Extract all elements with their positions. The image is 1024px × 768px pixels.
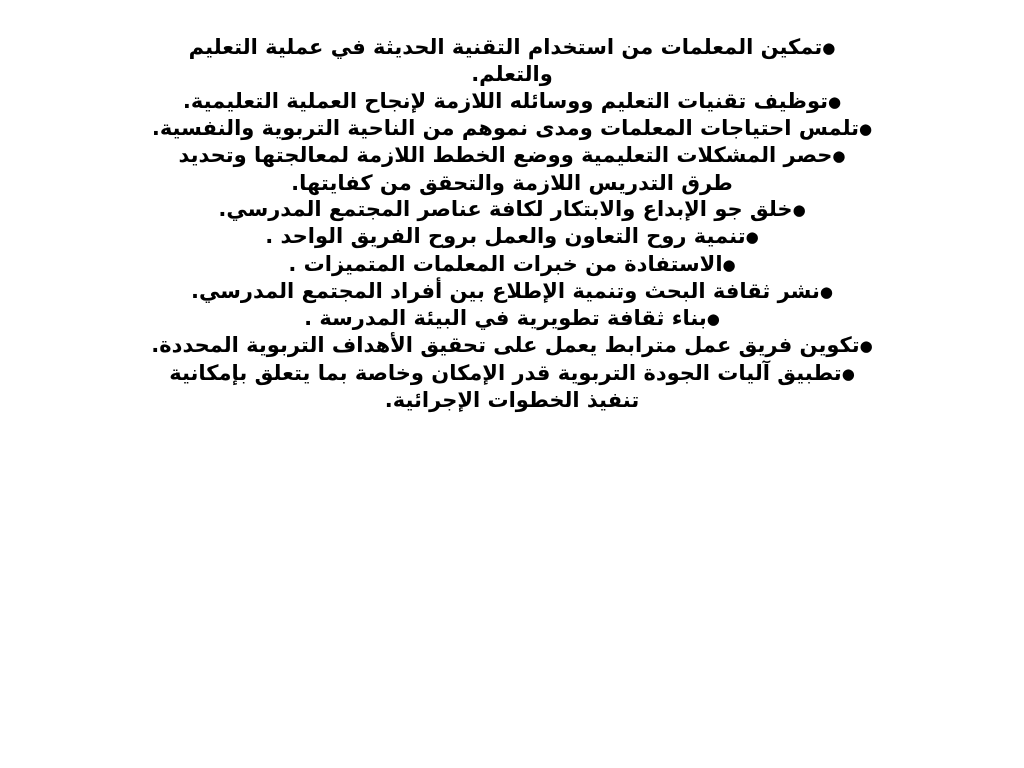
bullet-icon: ● (859, 119, 873, 138)
bullet-icon: ● (819, 282, 833, 301)
bullet-text: تمكين المعلمات من استخدام التقنية الحديثة في عملية التعليم والتعلم. (188, 35, 823, 87)
bullet-text: تنمية روح التعاون والعمل بروح الفريق الواحد . (265, 224, 746, 249)
bullet-item-11 (150, 360, 874, 414)
bullet-text: توظيف تقنيات التعليم ووسائله اللازمة لإنجاح العملية التعليمية. (182, 88, 829, 113)
bullet-text: تكوين فريق عمل مترابط يعمل على تحقيق الأهداف التربوية المحددة. (151, 333, 860, 358)
bullet-icon: ● (706, 309, 720, 328)
bullet-text: تطبيق آليات الجودة التربوية قدر الإمكان وخاصة بما يتعلق بإمكانية تنفيذ الخطوات الإجرائية. (169, 360, 842, 412)
bullet-icon: ● (792, 200, 806, 219)
bullet-item-6 (150, 223, 874, 250)
bullet-item-3 (150, 115, 874, 142)
bullet-item-5 (150, 196, 874, 223)
bullet-icon: ● (722, 255, 736, 274)
bullet-item-1 (150, 34, 874, 88)
bullet-icon: ● (828, 92, 842, 111)
bullet-item-4 (150, 142, 874, 196)
bullet-item-8 (150, 278, 874, 305)
bullet-text: الاستفادة من خبرات المعلمات المتميزات . (288, 251, 723, 276)
bullet-text: تلمس احتياجات المعلمات ومدى نموهم من الناحية التربوية والنفسية. (151, 116, 860, 140)
bullet-icon: ● (745, 228, 759, 246)
bullet-item-10 (150, 332, 874, 359)
bullet-icon: ● (822, 38, 836, 57)
bullet-item-9 (150, 305, 874, 332)
bullet-icon: ● (859, 337, 873, 355)
bullet-text: بناء ثقافة تطويرية في البيئة المدرسة . (304, 306, 707, 330)
bullet-icon: ● (841, 364, 855, 383)
bullet-item-2 (150, 88, 874, 115)
bullet-item-7 (150, 251, 874, 278)
bullet-text: نشر ثقافة البحث وتنمية الإطلاع بين أفراد المجتمع المدرسي. (191, 278, 820, 303)
bullet-text: حصر المشكلات التعليمية ووضع الخطط اللازمة لمعالجتها وتحديد طرق التدريس اللازمة والتحقق من كفايتها. (178, 143, 833, 195)
bullet-icon: ● (832, 147, 846, 165)
bullet-text: خلق جو الإبداع والابتكار لكافة عناصر المجتمع المدرسي. (218, 197, 793, 221)
slide-content (150, 34, 874, 413)
